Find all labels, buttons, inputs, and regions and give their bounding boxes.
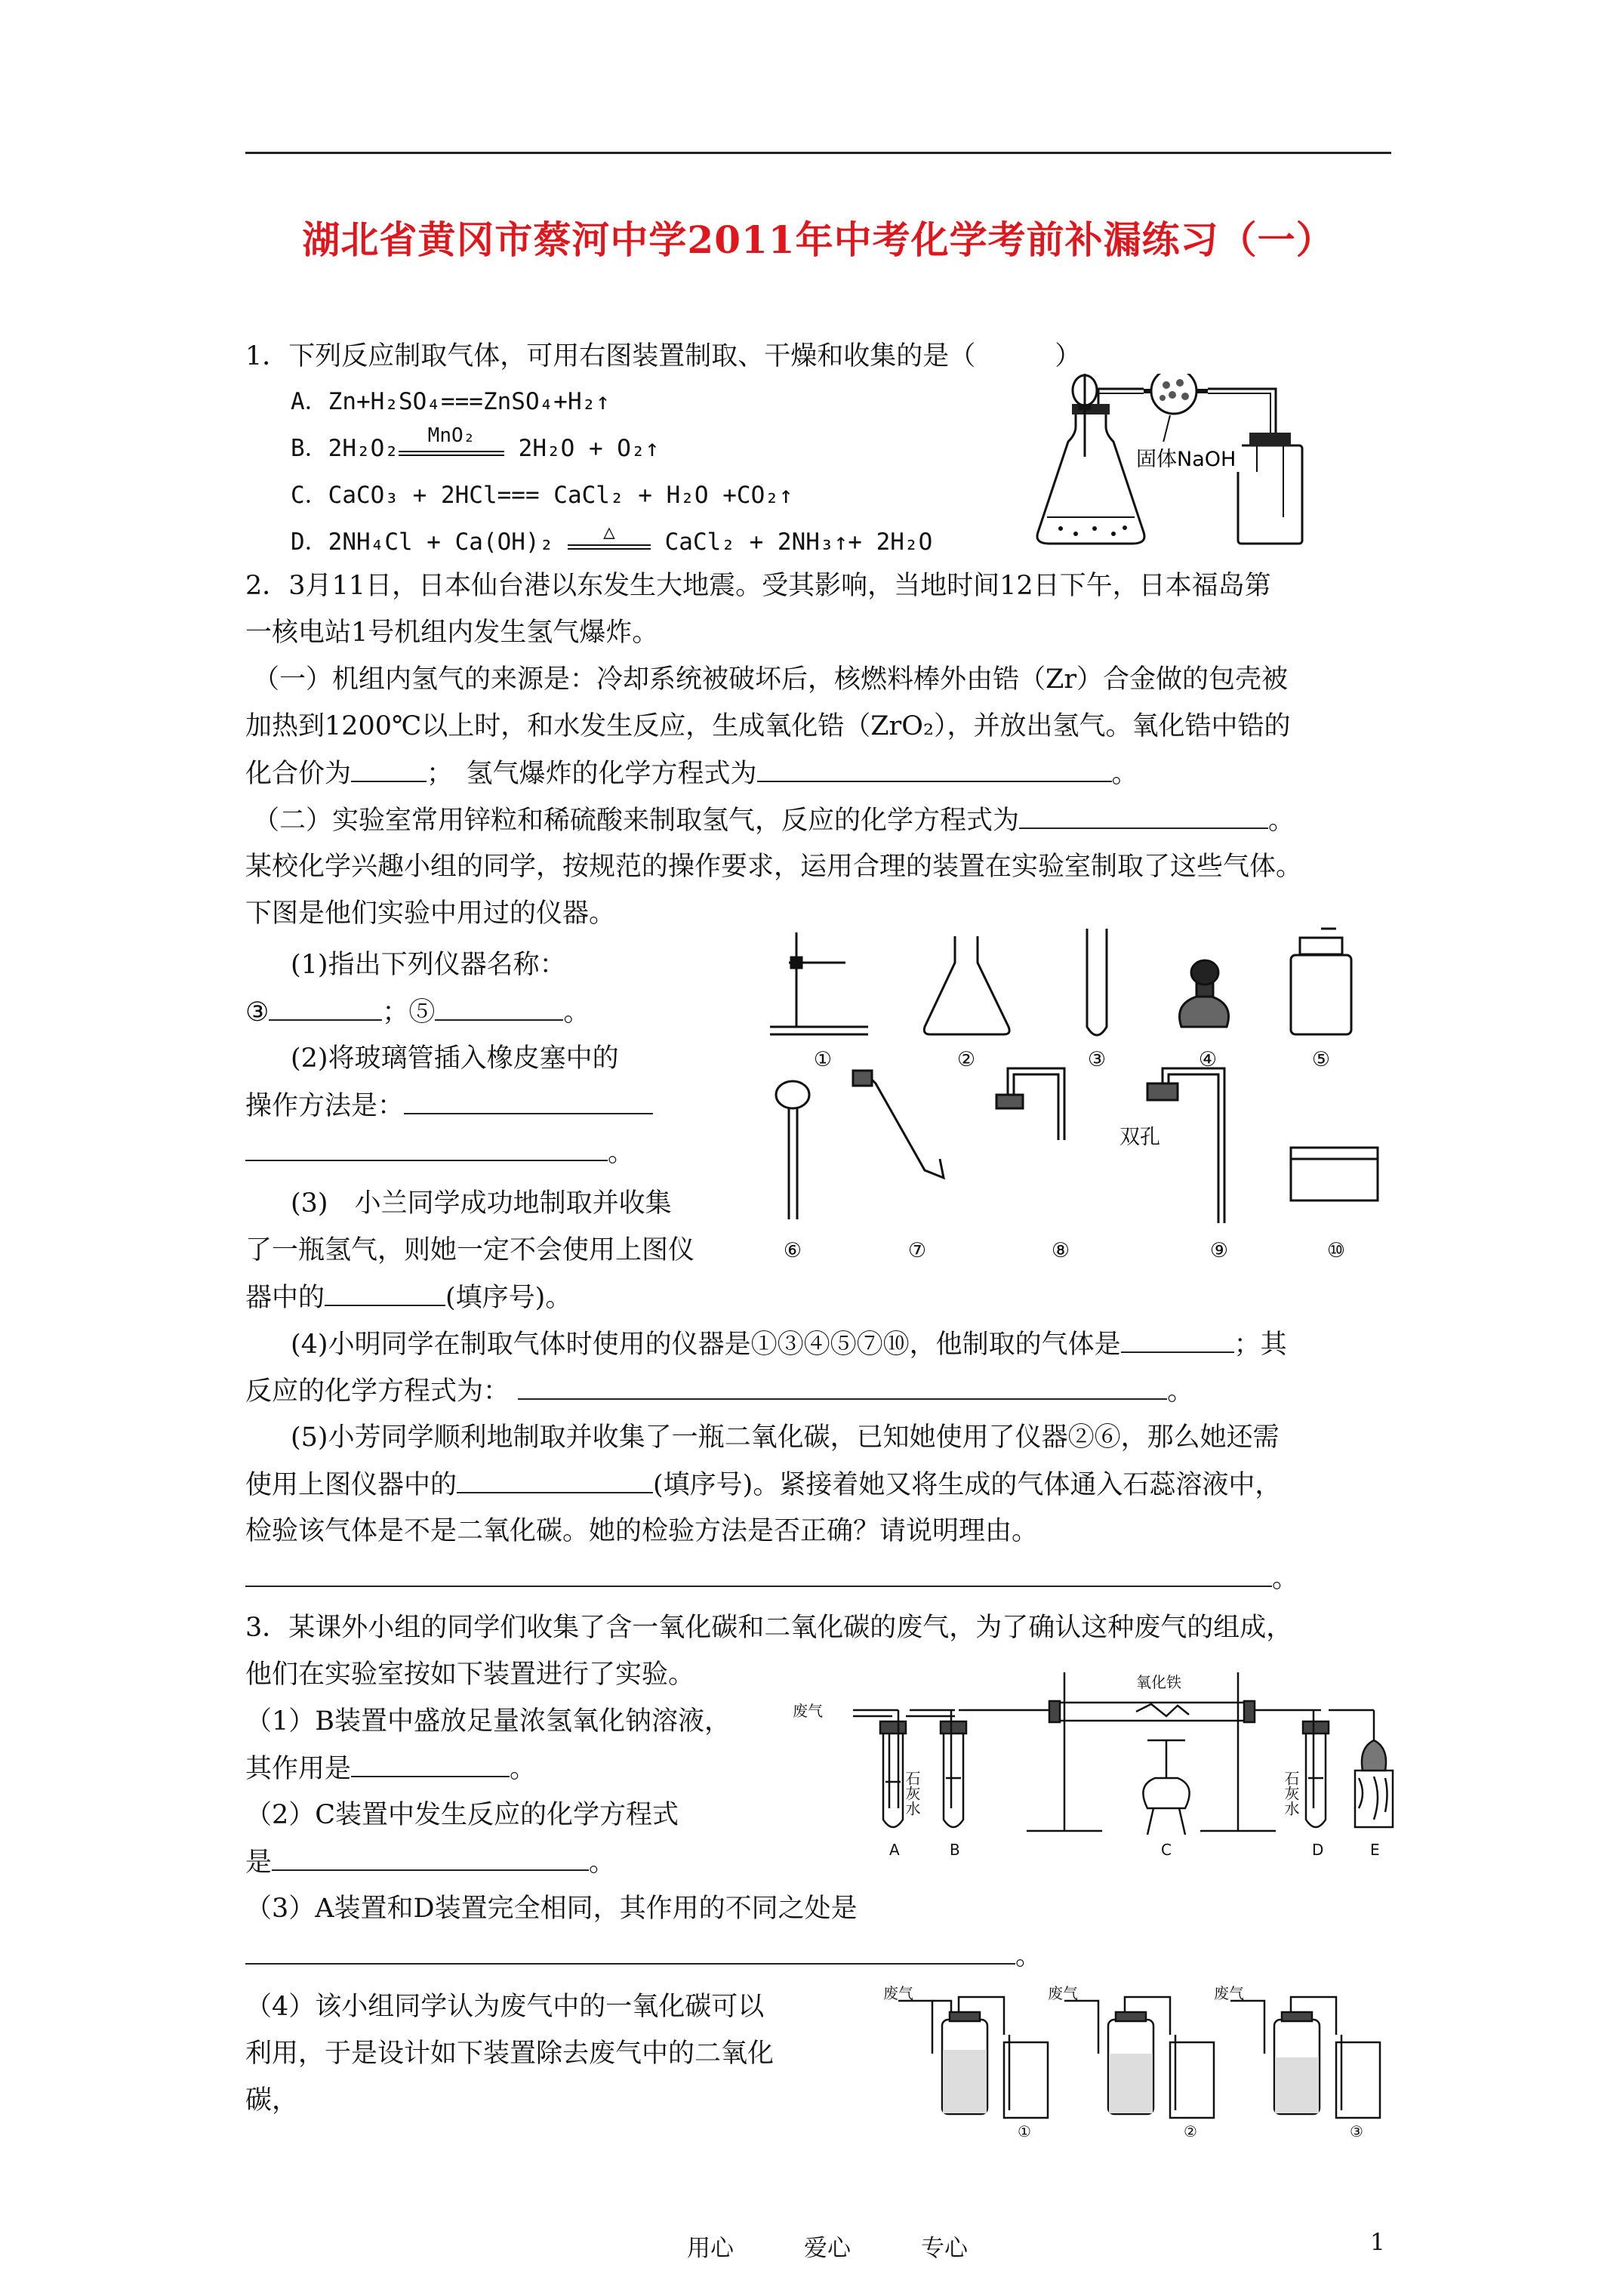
q3-sub-3b: 。: [245, 1937, 1042, 1974]
q3-sub-3a: （3）A装置和D装置完全相同，其作用的不同之处是: [245, 1894, 858, 1924]
q2-sub-1: (1)指出下列仪器名称：: [291, 950, 566, 980]
q3-sub-4a: （4）该小组同学认为废气中的一氧化碳可以: [245, 1992, 765, 2022]
co2-test-reason-blank[interactable]: [245, 1560, 1272, 1587]
q2-sub-5c: 检验该气体是不是二氧化碳。她的检验方法是否正确？请说明理由。: [245, 1516, 1039, 1546]
zr-valence-blank[interactable]: [351, 755, 427, 782]
footer-motto: 用心 爱心 专心: [687, 2235, 968, 2262]
instrument-label-5: ⑤: [1311, 1048, 1331, 1071]
q1-stem: 1．下列反应制取气体，可用右图装置制取、干燥和收集的是（ ）: [245, 341, 1082, 371]
q2-sub-3a: (3) 小兰同学成功地制取并收集: [291, 1188, 672, 1219]
q2-line-8: 下图是他们实验中用过的仪器。: [245, 898, 616, 929]
apparatus-letter-e: E: [1370, 1841, 1380, 1859]
co2-extra-instruments-blank[interactable]: [457, 1466, 653, 1493]
instrument-5-name-blank[interactable]: [435, 994, 563, 1021]
q2-line-5: 化合价为 ； 氢气爆炸的化学方程式为 。: [245, 755, 1138, 792]
q1-option-b: [291, 424, 660, 467]
q2-sub-2a: (2)将玻璃管插入橡皮塞中的: [291, 1043, 619, 1074]
instrument-3-name-blank[interactable]: [269, 994, 382, 1021]
waste-gas-label: 废气: [793, 1702, 823, 1720]
naoh-purpose-blank[interactable]: [351, 1750, 510, 1777]
q1-figure-label: 固体NaOH: [1136, 448, 1236, 471]
instrument-note-two-hole: 双孔: [1119, 1126, 1160, 1149]
q2-line-4: 加热到1200℃以上时，和水发生反应，生成氧化锆（ZrO₂），并放出氢气。氧化锆中锆的: [245, 711, 1291, 741]
q2-sub-3b: 了一瓶氢气，则她一定不会使用上图仪: [245, 1235, 695, 1265]
page-title: 湖北省黄冈市蔡河中学2011年中考化学考前补漏练习（一）: [302, 217, 1335, 262]
setup-2-gas-label: 废气: [1048, 1984, 1078, 2002]
apparatus-letter-c: C: [1161, 1841, 1172, 1859]
q3-line-1: 3．某课外小组的同学们收集了含一氧化碳和二氧化碳的废气，为了确认这种废气的组成，: [245, 1613, 1293, 1643]
q3-co2-removal-figure: [883, 1982, 1397, 2140]
apparatus-letter-b: B: [950, 1841, 960, 1859]
gas-name-blank[interactable]: [1121, 1326, 1234, 1353]
q1-option-b-right: 2H₂O + O₂↑: [518, 435, 660, 462]
q2-sub-5b: 使用上图仪器中的 (填序号)。紧接着她又将生成的气体通入石蕊溶液中，: [245, 1466, 1281, 1503]
q2-instruments-figure: [762, 921, 1389, 1276]
lime-water-label-d: 石灰水: [1282, 1771, 1300, 1816]
apparatus-letter-d: D: [1312, 1841, 1324, 1859]
q2-line-1: 2．3月11日，日本仙台港以东发生大地震。受其影响，当地时间12日下午，日本福岛第: [245, 571, 1271, 601]
q2-sub-4a: (4)小明同学在制取气体时使用的仪器是①③④⑤⑦⑩，他制取的气体是 ；其: [291, 1326, 1287, 1363]
instrument-label-2: ②: [956, 1048, 976, 1071]
instrument-label-7: ⑦: [907, 1239, 927, 1262]
q2-sub-1-blanks: ③ ；⑤ 。: [245, 994, 590, 1031]
instrument-label-8: ⑧: [1051, 1239, 1070, 1262]
q3-sub-1a: （1）B装置中盛放足量浓氢氧化钠溶液，: [245, 1706, 731, 1737]
q1-option-b-condition: MnO₂: [427, 424, 476, 447]
q3-apparatus-figure: [793, 1657, 1397, 1861]
q3-line-2: 他们在实验室按如下装置进行了实验。: [245, 1660, 695, 1690]
q1-option-d-left: D．2NH₄Cl + Ca(OH)₂: [291, 529, 554, 556]
zn-h2so4-equation-blank[interactable]: [1019, 802, 1268, 829]
q3-sub-4b: 利用，于是设计如下装置除去废气中的二氧化: [245, 2039, 775, 2069]
q2-sub-5d: 。: [245, 1560, 1298, 1597]
instrument-label-10: ⑩: [1326, 1239, 1346, 1262]
setup-label-1: ①: [1018, 2122, 1031, 2140]
c-equation-blank[interactable]: [272, 1844, 589, 1871]
q3-sub-2b: 是 。: [245, 1844, 615, 1881]
q3-sub-2a: （2）C装置中发生反应的化学方程式: [245, 1800, 679, 1830]
unused-instrument-blank[interactable]: [325, 1279, 445, 1306]
lime-water-label-a: 石灰水: [903, 1771, 921, 1816]
setup-label-3: ③: [1350, 2122, 1363, 2140]
q1-option-b-left: B．2H₂O₂: [291, 435, 399, 462]
iron-oxide-label: 氧化铁: [1136, 1673, 1181, 1691]
q1-apparatus-figure: [1030, 374, 1332, 551]
q3-sub-1b: 其作用是 。: [245, 1750, 536, 1787]
instrument-label-1: ①: [813, 1048, 833, 1071]
setup-1-gas-label: 废气: [883, 1984, 913, 2002]
glass-tube-method-blank-2[interactable]: [245, 1134, 608, 1161]
q2-line-7: 某校化学兴趣小组的同学，按规范的操作要求，运用合理的装置在实验室制取了这些气体。: [245, 852, 1303, 882]
gas-equation-blank[interactable]: [518, 1373, 1167, 1400]
q2-line-2: 一核电站1号机组内发生氢气爆炸。: [245, 618, 659, 648]
q1-option-d-right: CaCl₂ + 2NH₃↑+ 2H₂O: [664, 529, 933, 556]
glass-tube-method-blank-1[interactable]: [404, 1087, 653, 1114]
q2-sub-5a: (5)小芳同学顺利地制取并收集了一瓶二氧化碳，已知她使用了仪器②⑥，那么她还需: [291, 1422, 1280, 1453]
q2-line-3: （一）机组内氢气的来源是：冷却系统被破坏后，核燃料棒外由锆（Zr）合金做的包壳被: [253, 664, 1289, 695]
instrument-label-4: ④: [1198, 1048, 1218, 1071]
q1-option-d-condition: △: [603, 521, 615, 544]
page-number: 1: [1370, 2229, 1385, 2256]
setup-3-gas-label: 废气: [1214, 1984, 1244, 2002]
q1-option-a: A．Zn+H₂SO₄===ZnSO₄+H₂↑: [291, 388, 610, 415]
instrument-label-6: ⑥: [783, 1239, 802, 1262]
instrument-label-9: ⑨: [1209, 1239, 1229, 1262]
a-d-difference-blank[interactable]: [245, 1937, 1015, 1965]
q2-sub-4b: 反应的化学方程式为： 。: [245, 1373, 1193, 1410]
q2-sub-2c: 。: [245, 1134, 634, 1171]
setup-label-2: ②: [1184, 2122, 1197, 2140]
h2-explosion-equation-blank[interactable]: [757, 755, 1112, 782]
q1-option-c: C．CaCO₃ + 2HCl=== CaCl₂ + H₂O +CO₂↑: [291, 482, 793, 509]
header-rule: [245, 152, 1391, 154]
q2-line-6: （二）实验室常用锌粒和稀硫酸来制取氢气，反应的化学方程式为 。: [253, 802, 1295, 839]
apparatus-letter-a: A: [889, 1841, 900, 1859]
q3-sub-4c: 碳，: [245, 2085, 299, 2116]
q2-sub-3c: 器中的 (填序号)。: [245, 1279, 571, 1316]
q1-option-d: [291, 521, 933, 560]
instrument-label-3: ③: [1087, 1048, 1107, 1071]
q2-sub-2b: 操作方法是：: [245, 1087, 653, 1124]
